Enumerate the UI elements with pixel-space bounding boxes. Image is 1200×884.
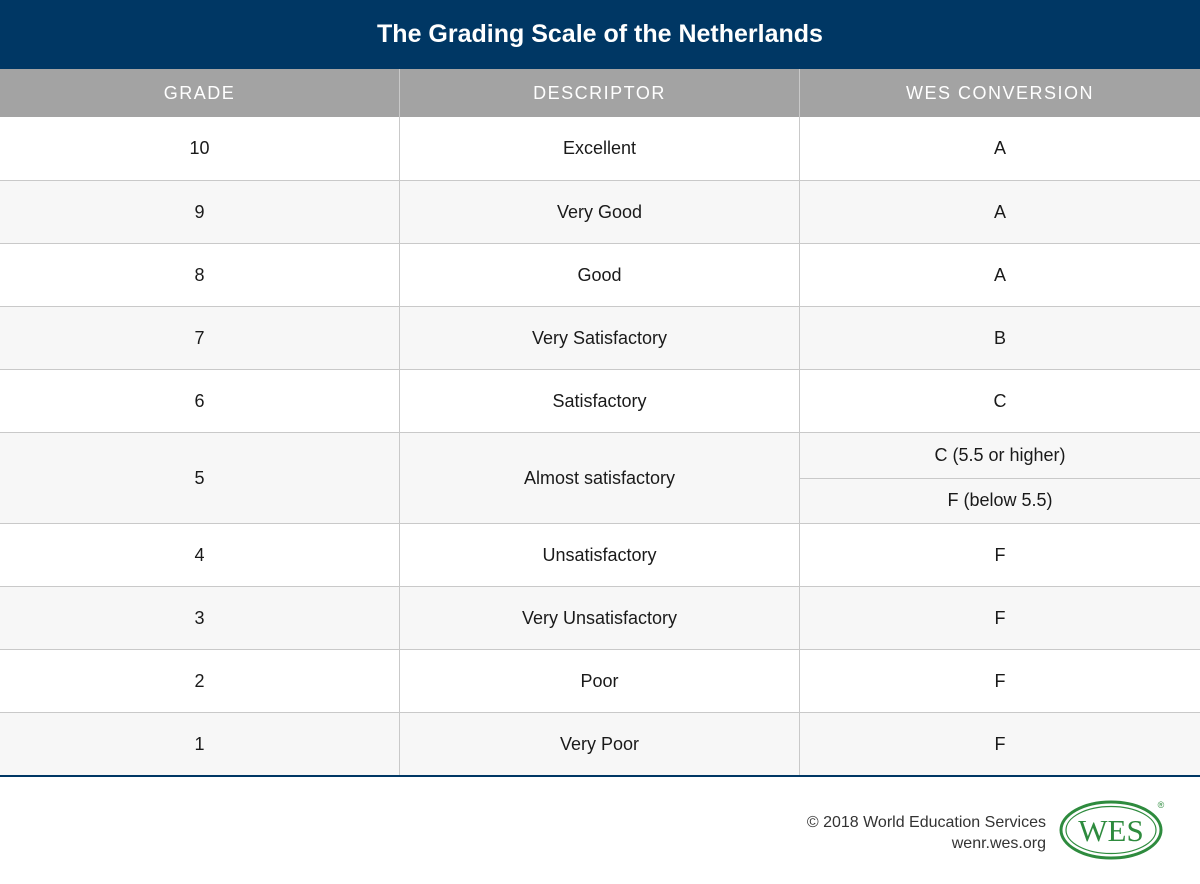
conversion-cell: F [994,544,1006,565]
conversion-subcell-pass: C (5.5 or higher) [934,444,1066,465]
descriptor-cell: Very Poor [400,713,800,775]
descriptor-cell: Almost satisfactory [400,433,800,523]
wes-logo [1058,796,1168,862]
grade-cell: 9 [0,181,400,243]
descriptor-cell: Very Unsatisfactory [400,587,800,649]
table-row [0,712,1200,775]
table-row [0,649,1200,712]
descriptor-cell: Very Satisfactory [400,307,800,369]
registered-mark: ® [1157,800,1165,810]
header-descriptor: DESCRIPTOR [400,69,800,117]
grading-table [0,69,1200,777]
conversion-cell: F [994,733,1006,754]
descriptor-cell: Unsatisfactory [400,524,800,586]
grade-cell: 10 [0,117,400,180]
descriptor-cell: Very Good [400,181,800,243]
header-grade: GRADE [0,69,400,117]
table-row [0,523,1200,586]
table-row [0,306,1200,369]
descriptor-cell: Excellent [400,117,800,180]
grade-cell: 2 [0,650,400,712]
grade-cell: 8 [0,244,400,306]
conversion-split-cell [800,433,1200,523]
conversion-cell: F [994,607,1006,628]
conversion-cell: C [993,390,1007,411]
conversion-subcell-fail: F (below 5.5) [800,478,1200,524]
conversion-cell: A [993,201,1006,222]
descriptor-cell: Satisfactory [400,370,800,432]
grade-cell: 5 [0,433,400,523]
copyright-text: © 2018 World Education Services [806,814,1046,831]
grade-cell: 6 [0,370,400,432]
grade-cell: 7 [0,307,400,369]
grade-cell: 3 [0,587,400,649]
table-row [0,117,1200,180]
table-row [0,432,1200,523]
grade-cell: 1 [0,713,400,775]
descriptor-cell: Poor [400,650,800,712]
wes-logo-text: WES [1078,813,1144,848]
table-row [0,180,1200,243]
conversion-cell: A [993,138,1006,158]
conversion-cell: B [993,327,1006,348]
conversion-cell: A [993,264,1006,285]
table-header-row [0,69,1200,117]
descriptor-cell: Good [400,244,800,306]
footer-credits [807,812,1046,854]
table-row [0,243,1200,306]
grade-cell: 4 [0,524,400,586]
table-row [0,369,1200,432]
table-title: The Grading Scale of the Netherlands [0,0,1200,69]
website-link[interactable]: wenr.wes.org [951,835,1046,852]
table-row [0,586,1200,649]
conversion-cell: F [994,670,1006,691]
header-wes-conversion: WES CONVERSION [905,82,1095,103]
